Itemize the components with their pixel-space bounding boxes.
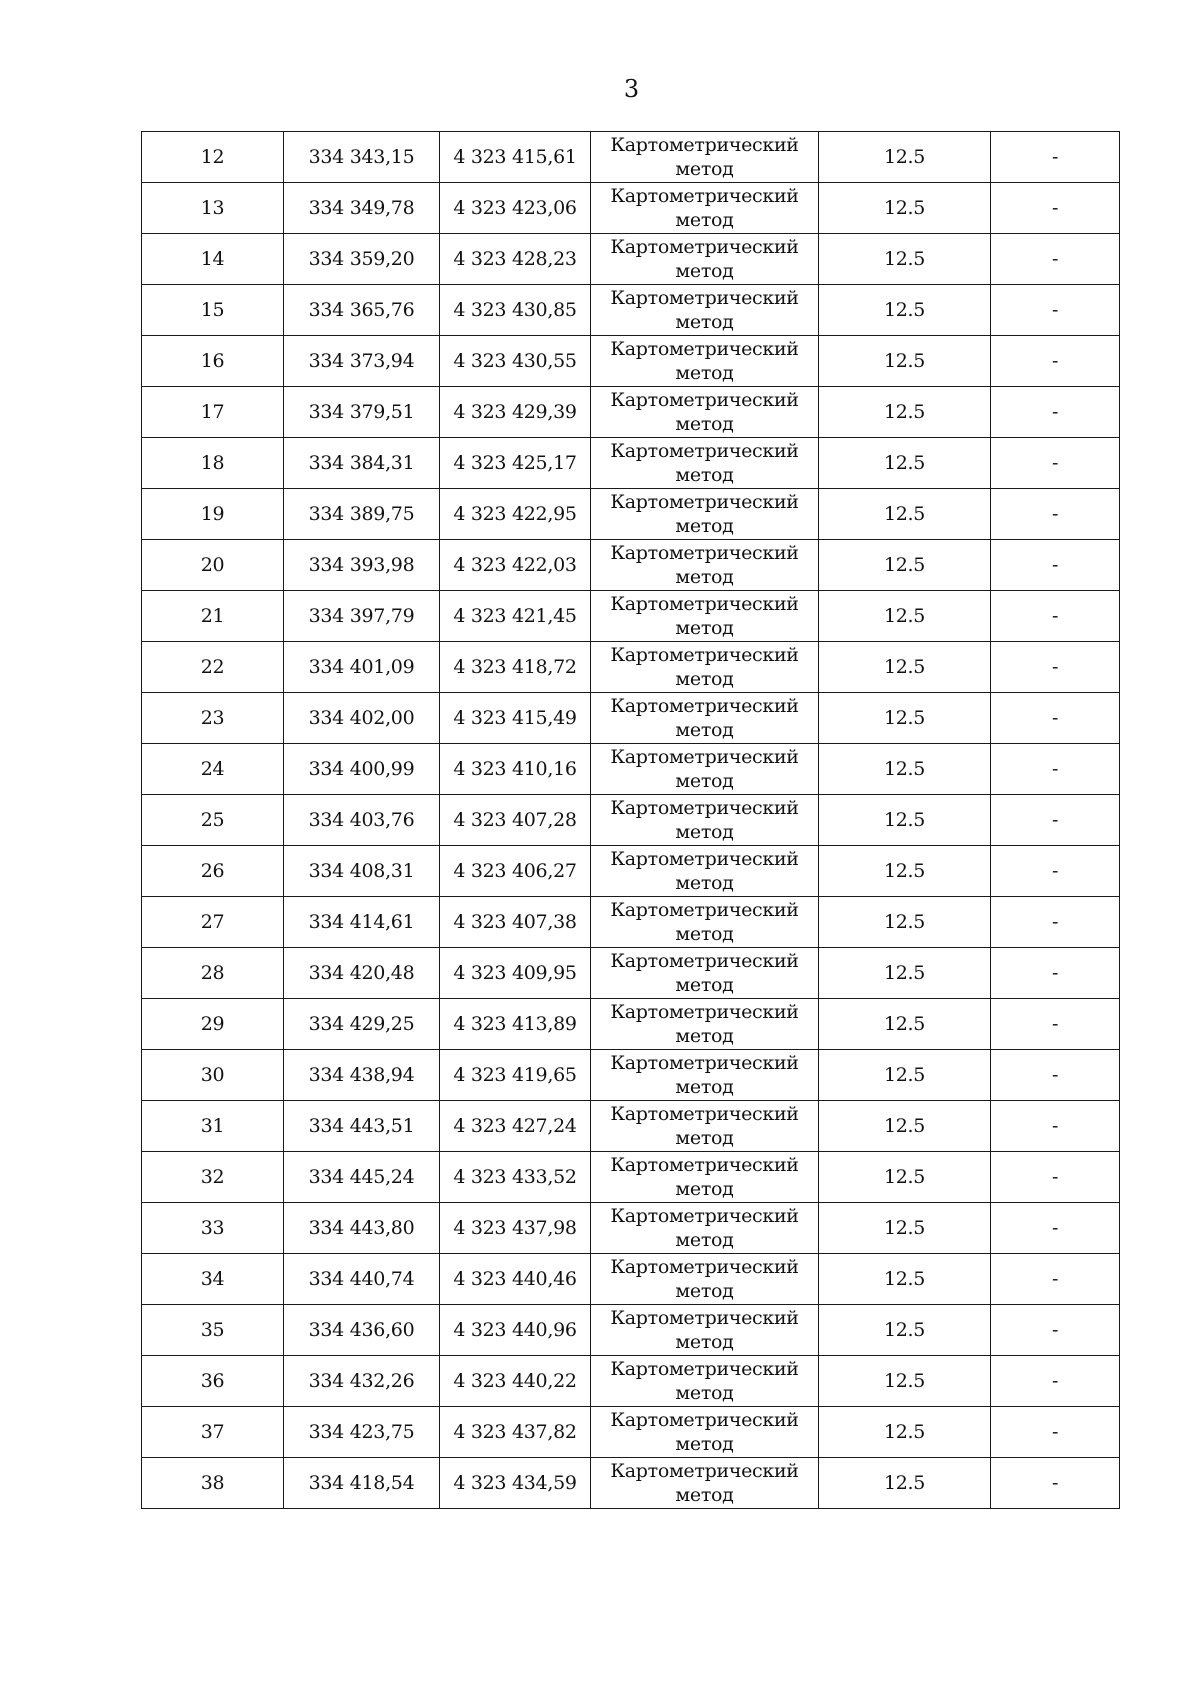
y-coordinate-cell: 4 323 418,72 xyxy=(440,642,591,693)
method-line-2: метод xyxy=(675,1229,734,1251)
accuracy-cell: 12.5 xyxy=(819,846,991,897)
accuracy-cell: 12.5 xyxy=(819,132,991,183)
point-number-cell: 19 xyxy=(142,489,284,540)
method-line-1: Картометрический xyxy=(610,593,799,615)
method-cell xyxy=(591,438,819,489)
description-cell: - xyxy=(991,642,1120,693)
point-number-cell: 24 xyxy=(142,744,284,795)
method-line-1: Картометрический xyxy=(610,338,799,360)
method-line-1: Картометрический xyxy=(610,695,799,717)
point-number-cell: 31 xyxy=(142,1101,284,1152)
method-line-1: Картометрический xyxy=(610,1103,799,1125)
x-coordinate-cell: 334 393,98 xyxy=(284,540,440,591)
accuracy-cell: 12.5 xyxy=(819,336,991,387)
method-cell xyxy=(591,336,819,387)
method-line-1: Картометрический xyxy=(610,797,799,819)
method-line-2: метод xyxy=(675,362,734,384)
description-cell: - xyxy=(991,540,1120,591)
coordinates-table xyxy=(141,131,1120,1509)
y-coordinate-cell: 4 323 429,39 xyxy=(440,387,591,438)
accuracy-cell: 12.5 xyxy=(819,1305,991,1356)
table-row xyxy=(142,948,1120,999)
description-cell: - xyxy=(991,1152,1120,1203)
accuracy-cell: 12.5 xyxy=(819,438,991,489)
description-cell: - xyxy=(991,1050,1120,1101)
table-row xyxy=(142,1356,1120,1407)
point-number-cell: 26 xyxy=(142,846,284,897)
x-coordinate-cell: 334 445,24 xyxy=(284,1152,440,1203)
description-cell: - xyxy=(991,795,1120,846)
y-coordinate-cell: 4 323 427,24 xyxy=(440,1101,591,1152)
y-coordinate-cell: 4 323 440,46 xyxy=(440,1254,591,1305)
y-coordinate-cell: 4 323 415,61 xyxy=(440,132,591,183)
accuracy-cell: 12.5 xyxy=(819,489,991,540)
method-line-2: метод xyxy=(675,1076,734,1098)
method-line-2: метод xyxy=(675,311,734,333)
accuracy-cell: 12.5 xyxy=(819,744,991,795)
point-number-cell: 27 xyxy=(142,897,284,948)
x-coordinate-cell: 334 440,74 xyxy=(284,1254,440,1305)
description-cell: - xyxy=(991,132,1120,183)
description-cell: - xyxy=(991,489,1120,540)
table-row xyxy=(142,1305,1120,1356)
x-coordinate-cell: 334 343,15 xyxy=(284,132,440,183)
y-coordinate-cell: 4 323 433,52 xyxy=(440,1152,591,1203)
method-cell xyxy=(591,1407,819,1458)
method-cell xyxy=(591,642,819,693)
table-row xyxy=(142,591,1120,642)
table-row xyxy=(142,897,1120,948)
method-line-1: Картометрический xyxy=(610,1052,799,1074)
method-cell xyxy=(591,1101,819,1152)
method-line-2: метод xyxy=(675,974,734,996)
y-coordinate-cell: 4 323 415,49 xyxy=(440,693,591,744)
point-number-cell: 32 xyxy=(142,1152,284,1203)
y-coordinate-cell: 4 323 419,65 xyxy=(440,1050,591,1101)
method-cell xyxy=(591,795,819,846)
method-line-1: Картометрический xyxy=(610,1256,799,1278)
accuracy-cell: 12.5 xyxy=(819,234,991,285)
point-number-cell: 14 xyxy=(142,234,284,285)
point-number-cell: 20 xyxy=(142,540,284,591)
accuracy-cell: 12.5 xyxy=(819,1050,991,1101)
x-coordinate-cell: 334 443,51 xyxy=(284,1101,440,1152)
y-coordinate-cell: 4 323 434,59 xyxy=(440,1458,591,1509)
method-line-1: Картометрический xyxy=(610,185,799,207)
description-cell: - xyxy=(991,438,1120,489)
y-coordinate-cell: 4 323 421,45 xyxy=(440,591,591,642)
method-line-2: метод xyxy=(675,413,734,435)
y-coordinate-cell: 4 323 409,95 xyxy=(440,948,591,999)
method-line-2: метод xyxy=(675,209,734,231)
table-row xyxy=(142,438,1120,489)
x-coordinate-cell: 334 389,75 xyxy=(284,489,440,540)
accuracy-cell: 12.5 xyxy=(819,285,991,336)
x-coordinate-cell: 334 408,31 xyxy=(284,846,440,897)
method-line-2: метод xyxy=(675,617,734,639)
description-cell: - xyxy=(991,336,1120,387)
x-coordinate-cell: 334 379,51 xyxy=(284,387,440,438)
method-line-2: метод xyxy=(675,1484,734,1506)
table-row xyxy=(142,1458,1120,1509)
description-cell: - xyxy=(991,1101,1120,1152)
description-cell: - xyxy=(991,183,1120,234)
x-coordinate-cell: 334 349,78 xyxy=(284,183,440,234)
table-row xyxy=(142,1407,1120,1458)
x-coordinate-cell: 334 365,76 xyxy=(284,285,440,336)
y-coordinate-cell: 4 323 423,06 xyxy=(440,183,591,234)
x-coordinate-cell: 334 400,99 xyxy=(284,744,440,795)
accuracy-cell: 12.5 xyxy=(819,1458,991,1509)
table-row xyxy=(142,285,1120,336)
method-cell xyxy=(591,1458,819,1509)
y-coordinate-cell: 4 323 437,82 xyxy=(440,1407,591,1458)
method-line-1: Картометрический xyxy=(610,1205,799,1227)
method-cell xyxy=(591,693,819,744)
y-coordinate-cell: 4 323 407,38 xyxy=(440,897,591,948)
point-number-cell: 15 xyxy=(142,285,284,336)
accuracy-cell: 12.5 xyxy=(819,948,991,999)
method-line-2: метод xyxy=(675,821,734,843)
method-cell xyxy=(591,846,819,897)
table-row xyxy=(142,387,1120,438)
method-line-2: метод xyxy=(675,566,734,588)
accuracy-cell: 12.5 xyxy=(819,591,991,642)
page-number: 3 xyxy=(623,75,640,103)
description-cell: - xyxy=(991,999,1120,1050)
method-line-2: метод xyxy=(675,1178,734,1200)
accuracy-cell: 12.5 xyxy=(819,795,991,846)
method-line-2: метод xyxy=(675,515,734,537)
y-coordinate-cell: 4 323 440,22 xyxy=(440,1356,591,1407)
table-row xyxy=(142,336,1120,387)
y-coordinate-cell: 4 323 437,98 xyxy=(440,1203,591,1254)
table-row xyxy=(142,999,1120,1050)
method-line-1: Картометрический xyxy=(610,848,799,870)
accuracy-cell: 12.5 xyxy=(819,1203,991,1254)
description-cell: - xyxy=(991,234,1120,285)
method-line-2: метод xyxy=(675,668,734,690)
table-row xyxy=(142,1050,1120,1101)
method-line-1: Картометрический xyxy=(610,1001,799,1023)
method-line-1: Картометрический xyxy=(610,440,799,462)
y-coordinate-cell: 4 323 422,95 xyxy=(440,489,591,540)
table-row xyxy=(142,693,1120,744)
method-cell xyxy=(591,744,819,795)
coordinates-table-body xyxy=(142,132,1120,1509)
method-line-1: Картометрический xyxy=(610,491,799,513)
accuracy-cell: 12.5 xyxy=(819,693,991,744)
x-coordinate-cell: 334 402,00 xyxy=(284,693,440,744)
point-number-cell: 18 xyxy=(142,438,284,489)
method-cell xyxy=(591,1203,819,1254)
x-coordinate-cell: 334 423,75 xyxy=(284,1407,440,1458)
table-row xyxy=(142,132,1120,183)
method-cell xyxy=(591,234,819,285)
description-cell: - xyxy=(991,1254,1120,1305)
method-line-1: Картометрический xyxy=(610,1358,799,1380)
method-cell xyxy=(591,183,819,234)
point-number-cell: 28 xyxy=(142,948,284,999)
method-line-2: метод xyxy=(675,1331,734,1353)
method-cell xyxy=(591,1305,819,1356)
accuracy-cell: 12.5 xyxy=(819,387,991,438)
point-number-cell: 34 xyxy=(142,1254,284,1305)
table-row xyxy=(142,642,1120,693)
table-row xyxy=(142,540,1120,591)
method-line-1: Картометрический xyxy=(610,899,799,921)
method-cell xyxy=(591,540,819,591)
method-line-2: метод xyxy=(675,464,734,486)
method-line-1: Картометрический xyxy=(610,746,799,768)
point-number-cell: 33 xyxy=(142,1203,284,1254)
description-cell: - xyxy=(991,948,1120,999)
point-number-cell: 38 xyxy=(142,1458,284,1509)
accuracy-cell: 12.5 xyxy=(819,1152,991,1203)
method-line-2: метод xyxy=(675,1382,734,1404)
point-number-cell: 29 xyxy=(142,999,284,1050)
description-cell: - xyxy=(991,1305,1120,1356)
x-coordinate-cell: 334 429,25 xyxy=(284,999,440,1050)
method-line-1: Картометрический xyxy=(610,1307,799,1329)
y-coordinate-cell: 4 323 410,16 xyxy=(440,744,591,795)
accuracy-cell: 12.5 xyxy=(819,1254,991,1305)
x-coordinate-cell: 334 359,20 xyxy=(284,234,440,285)
method-cell xyxy=(591,1254,819,1305)
description-cell: - xyxy=(991,285,1120,336)
accuracy-cell: 12.5 xyxy=(819,1101,991,1152)
description-cell: - xyxy=(991,1458,1120,1509)
accuracy-cell: 12.5 xyxy=(819,183,991,234)
method-line-1: Картометрический xyxy=(610,134,799,156)
x-coordinate-cell: 334 443,80 xyxy=(284,1203,440,1254)
method-line-2: метод xyxy=(675,770,734,792)
method-line-1: Картометрический xyxy=(610,1154,799,1176)
method-cell xyxy=(591,1152,819,1203)
y-coordinate-cell: 4 323 428,23 xyxy=(440,234,591,285)
point-number-cell: 13 xyxy=(142,183,284,234)
method-cell xyxy=(591,999,819,1050)
x-coordinate-cell: 334 373,94 xyxy=(284,336,440,387)
accuracy-cell: 12.5 xyxy=(819,897,991,948)
description-cell: - xyxy=(991,693,1120,744)
method-line-2: метод xyxy=(675,1433,734,1455)
method-line-1: Картометрический xyxy=(610,287,799,309)
method-line-2: метод xyxy=(675,158,734,180)
description-cell: - xyxy=(991,897,1120,948)
table-row xyxy=(142,1254,1120,1305)
x-coordinate-cell: 334 397,79 xyxy=(284,591,440,642)
table-row xyxy=(142,744,1120,795)
method-line-2: метод xyxy=(675,872,734,894)
method-cell xyxy=(591,591,819,642)
description-cell: - xyxy=(991,387,1120,438)
y-coordinate-cell: 4 323 430,55 xyxy=(440,336,591,387)
description-cell: - xyxy=(991,591,1120,642)
method-cell xyxy=(591,285,819,336)
method-cell xyxy=(591,387,819,438)
point-number-cell: 22 xyxy=(142,642,284,693)
description-cell: - xyxy=(991,1203,1120,1254)
method-line-1: Картометрический xyxy=(610,236,799,258)
method-cell xyxy=(591,897,819,948)
method-line-1: Картометрический xyxy=(610,389,799,411)
description-cell: - xyxy=(991,1407,1120,1458)
accuracy-cell: 12.5 xyxy=(819,1407,991,1458)
point-number-cell: 30 xyxy=(142,1050,284,1101)
point-number-cell: 17 xyxy=(142,387,284,438)
x-coordinate-cell: 334 414,61 xyxy=(284,897,440,948)
x-coordinate-cell: 334 403,76 xyxy=(284,795,440,846)
method-line-2: метод xyxy=(675,719,734,741)
y-coordinate-cell: 4 323 430,85 xyxy=(440,285,591,336)
method-cell xyxy=(591,1356,819,1407)
table-row xyxy=(142,1101,1120,1152)
method-line-1: Картометрический xyxy=(610,1460,799,1482)
table-row xyxy=(142,234,1120,285)
accuracy-cell: 12.5 xyxy=(819,642,991,693)
y-coordinate-cell: 4 323 440,96 xyxy=(440,1305,591,1356)
method-line-2: метод xyxy=(675,923,734,945)
accuracy-cell: 12.5 xyxy=(819,540,991,591)
x-coordinate-cell: 334 438,94 xyxy=(284,1050,440,1101)
method-line-2: метод xyxy=(675,1025,734,1047)
x-coordinate-cell: 334 436,60 xyxy=(284,1305,440,1356)
point-number-cell: 12 xyxy=(142,132,284,183)
x-coordinate-cell: 334 432,26 xyxy=(284,1356,440,1407)
point-number-cell: 36 xyxy=(142,1356,284,1407)
point-number-cell: 21 xyxy=(142,591,284,642)
table-row xyxy=(142,795,1120,846)
y-coordinate-cell: 4 323 413,89 xyxy=(440,999,591,1050)
method-line-2: метод xyxy=(675,260,734,282)
accuracy-cell: 12.5 xyxy=(819,999,991,1050)
method-line-1: Картометрический xyxy=(610,950,799,972)
y-coordinate-cell: 4 323 407,28 xyxy=(440,795,591,846)
x-coordinate-cell: 334 401,09 xyxy=(284,642,440,693)
method-cell xyxy=(591,132,819,183)
method-line-1: Картометрический xyxy=(610,542,799,564)
x-coordinate-cell: 334 420,48 xyxy=(284,948,440,999)
table-row xyxy=(142,183,1120,234)
point-number-cell: 16 xyxy=(142,336,284,387)
method-cell xyxy=(591,948,819,999)
accuracy-cell: 12.5 xyxy=(819,1356,991,1407)
x-coordinate-cell: 334 418,54 xyxy=(284,1458,440,1509)
method-line-2: метод xyxy=(675,1280,734,1302)
description-cell: - xyxy=(991,846,1120,897)
x-coordinate-cell: 334 384,31 xyxy=(284,438,440,489)
point-number-cell: 25 xyxy=(142,795,284,846)
method-line-1: Картометрический xyxy=(610,1409,799,1431)
table-row xyxy=(142,489,1120,540)
y-coordinate-cell: 4 323 425,17 xyxy=(440,438,591,489)
method-cell xyxy=(591,489,819,540)
table-row xyxy=(142,846,1120,897)
table-row xyxy=(142,1152,1120,1203)
point-number-cell: 37 xyxy=(142,1407,284,1458)
y-coordinate-cell: 4 323 406,27 xyxy=(440,846,591,897)
description-cell: - xyxy=(991,744,1120,795)
point-number-cell: 35 xyxy=(142,1305,284,1356)
point-number-cell: 23 xyxy=(142,693,284,744)
y-coordinate-cell: 4 323 422,03 xyxy=(440,540,591,591)
method-line-2: метод xyxy=(675,1127,734,1149)
method-cell xyxy=(591,1050,819,1101)
method-line-1: Картометрический xyxy=(610,644,799,666)
description-cell: - xyxy=(991,1356,1120,1407)
table-row xyxy=(142,1203,1120,1254)
